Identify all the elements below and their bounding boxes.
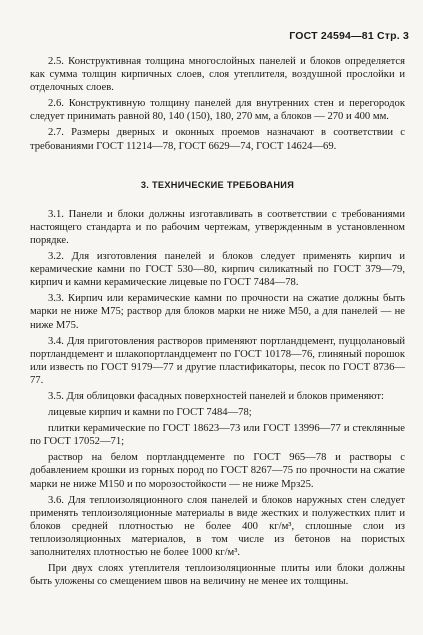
paragraph-2-5: 2.5. Конструктивная толщина многослойных панелей и блоков определяется как сумма толщин кирпичных слоев, слоя утеплителя, воздушной прослойки и отделочных слоев.	[30, 56, 405, 94]
paragraph-3-6: 3.6. Для теплоизоляционного слоя панелей и блоков наружных стен следует применять теплоизоляционные материалы в виде жестких и полужестких плит и блоков средней плотностью не более 400 кг/м³, сплошные слои из теплоизоляционных материалов, в том числе из бетонов на пористых заполнителях плотностью не более 1000 кг/м³.	[30, 494, 405, 558]
paragraph-3-2: 3.2. Для изготовления панелей и блоков следует применять кирпич и керамические камни по ГОСТ 530—80, кирпич силикатный по ГОСТ 379—79, кирпич и камни керамические лицевые по ГОСТ 7484—78.	[30, 251, 405, 289]
paragraph-2-6: 2.6. Конструктивную толщину панелей для внутренних стен и перегородок следует принимать равной 80, 140 (150), 180, 270 мм, а блоков — 270 и 400 мм.	[30, 98, 405, 123]
paragraph-insulation-layers: При двух слоях утеплителя теплоизоляционные плиты или блоки должны быть уложены со смещением швов на величину не менее их толщины.	[30, 563, 405, 588]
paragraph-3-1: 3.1. Панели и блоки должны изготавливать в соответствии с требованиями настоящего стандарта и по рабочим чертежам, утвержденным в установленном порядке.	[30, 208, 405, 246]
list-item-ceramic-tiles: плитки керамические по ГОСТ 18623—73 или ГОСТ 13996—77 и стеклянные по ГОСТ 17052—71;	[30, 423, 405, 448]
section-title: 3. ТЕХНИЧЕСКИЕ ТРЕБОВАНИЯ	[140, 179, 295, 190]
paragraph-3-3: 3.3. Кирпич или керамические камни по прочности на сжатие должны быть марки не ниже М75; раствор для блоков марки не ниже М50, а для панелей — не ниже М75.	[30, 293, 405, 331]
paragraph-3-5: 3.5. Для облицовки фасадных поверхностей панелей и блоков применяют:	[48, 390, 384, 402]
paragraph-2-7: 2.7. Размеры дверных и оконных проемов назначают в соответствии с требованиями ГОСТ 11214—78, ГОСТ 6629—74, ГОСТ 14624—69.	[30, 127, 405, 152]
page-header: ГОСТ 24594—81 Стр. 3	[289, 30, 409, 42]
list-item-mortar: раствор на белом портландцементе по ГОСТ 965—78 и растворы с добавлением крошки из горных пород по ГОСТ 8267—75 по прочности на сжатие марки не ниже М150 и по морозостойкости — не ниже Мрз25.	[30, 452, 405, 490]
document-body	[30, 55, 405, 591]
list-item-facing-brick: лицевые кирпич и камни по ГОСТ 7484—78;	[48, 407, 252, 419]
paragraph-3-4: 3.4. Для приготовления растворов применяют портландцемент, пуццолановый портландцемент и шлакопортландцемент по ГОСТ 10178—76, глиняный порошок или известь по ГОСТ 9179—77 и другие пластификаторы, песок по ГОСТ 8736—77.	[30, 335, 405, 386]
